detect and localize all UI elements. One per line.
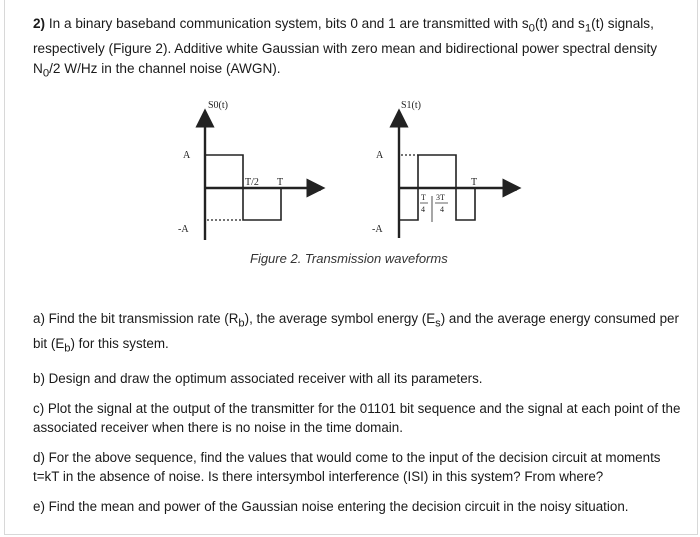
eb-subscript: b	[64, 342, 71, 355]
n0-subscript: 0	[42, 67, 50, 80]
s1-period-label: T	[471, 177, 478, 188]
s0-half-period-label: T/2	[245, 177, 259, 188]
problem-number: 2)	[33, 16, 46, 31]
s0-title: S0(t)	[208, 100, 228, 111]
question-a-text-4: ) for this system.	[70, 335, 169, 351]
question-a-text-3: ) and the average energy consumed per bit (E	[33, 311, 679, 351]
s1-amp-neg: -A	[372, 224, 383, 235]
s1-quarter-num: T	[421, 193, 426, 202]
question-b: b) Design and draw the optimum associated receiver with all its parameters.	[33, 371, 483, 387]
intro-text-4: /2 W/Hz in the channel noise (AWGN).	[49, 60, 281, 76]
intro-text-3: (t) signals, respectively (Figure 2). Additive white Gaussian with zero mean and bidirectional power spectral density N	[33, 16, 658, 76]
s0-time-label: t	[318, 183, 321, 194]
rb-subscript: b	[238, 317, 245, 330]
question-a	[33, 309, 681, 358]
s0-subscript: 0	[528, 22, 535, 35]
intro-text-1: In a binary baseband communication system, bits 0 and 1 are transmitted with s	[45, 16, 529, 31]
question-list	[33, 309, 681, 527]
question-a-text-1: a) Find the bit transmission rate (R	[33, 311, 239, 326]
s1-amp-pos: A	[376, 150, 384, 161]
s1-plot	[372, 100, 517, 238]
es-subscript: s	[435, 317, 441, 330]
intro-text-2: (t) and s	[534, 16, 585, 31]
s0-period-label: T	[277, 177, 284, 188]
question-a-text-2: ), the average symbol energy (E	[244, 311, 436, 326]
s1-quarter-den: 4	[421, 205, 425, 214]
question-d: d) For the above sequence, find the values that would come to the input of the decision circuit at moments t=kT in the absence of noise. Is there intersymbol interference (ISI) in this system? From where?	[33, 450, 661, 485]
figure-caption: Figure 2. Transmission waveforms	[250, 251, 448, 266]
question-c: c) Plot the signal at the output of the transmitter for the 01101 bit sequence and the signal at each point of the associated receiver when there is no noise in the time domain.	[33, 401, 681, 436]
s1-three-quarter-num: 3T	[436, 193, 445, 202]
s1-time-label: t	[514, 183, 517, 194]
s0-amp-pos: A	[183, 150, 191, 161]
s1-subscript: 1	[584, 22, 592, 35]
s1-three-quarter-den: 4	[440, 205, 444, 214]
question-e: e) Find the mean and power of the Gaussian noise entering the decision circuit in the noisy situation.	[33, 499, 629, 515]
s0-amp-neg: -A	[178, 224, 189, 235]
s1-title: S1(t)	[401, 100, 421, 111]
s0-plot	[178, 100, 321, 240]
